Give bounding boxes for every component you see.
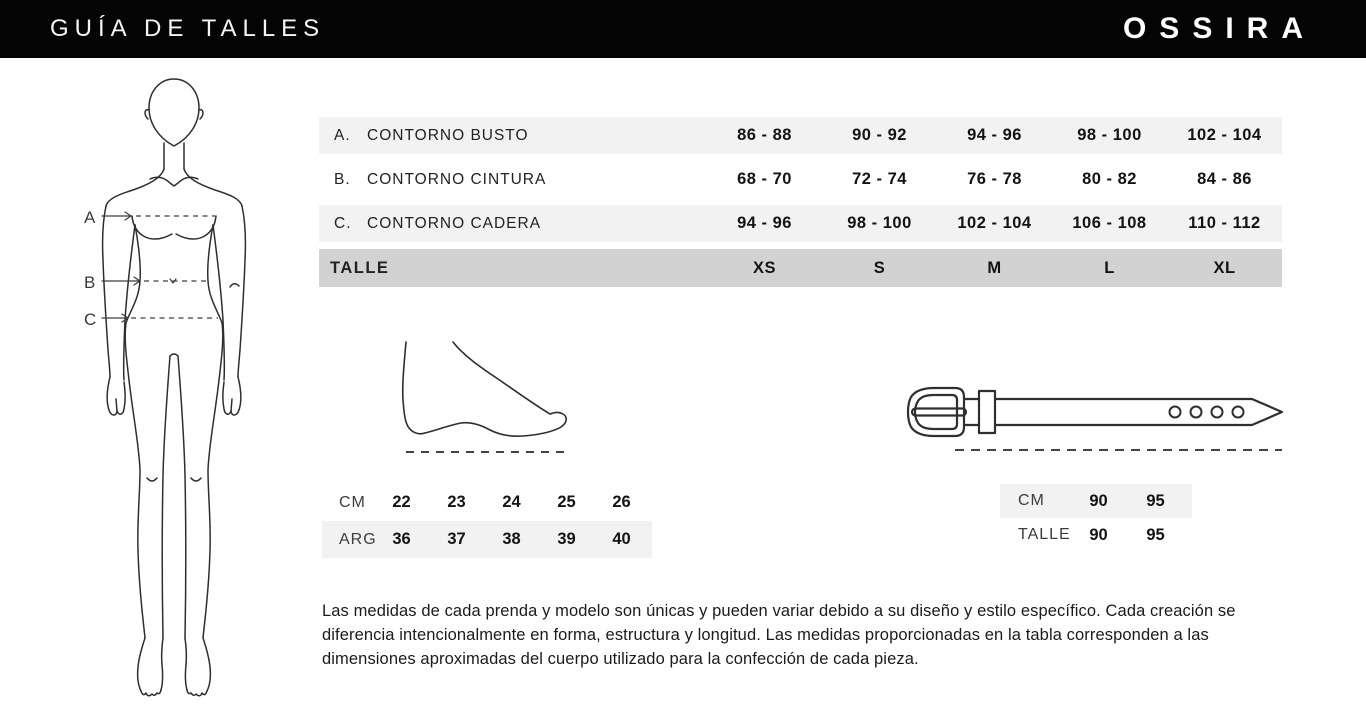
belt-keeper [979, 391, 995, 433]
brand-logo[interactable]: OSSIRA [1122, 12, 1316, 45]
arrow-b [102, 277, 140, 285]
belt-row-talle [1000, 518, 1192, 552]
shoe-size-table [322, 484, 652, 558]
shoe-size-value: 25 [557, 493, 576, 511]
shoe-size-value: 39 [557, 530, 576, 548]
size-value: 98 - 100 [1077, 126, 1142, 144]
figure-bust-line [132, 216, 172, 239]
size-value: 76 - 78 [967, 170, 1022, 188]
measurement-dashed-lines [131, 216, 218, 318]
row-label: CONTORNO CADERA [367, 214, 542, 232]
figure-outline [103, 79, 246, 696]
size-value: 90 - 92 [852, 126, 907, 144]
foot-illustration [395, 335, 580, 460]
row-label: CONTORNO BUSTO [367, 126, 529, 144]
belt-size-value: 95 [1146, 525, 1165, 544]
measurement-arrows [102, 212, 176, 322]
belt-size-value: 95 [1146, 491, 1165, 510]
figure-head [149, 79, 199, 146]
size-value: 94 - 96 [737, 214, 792, 232]
row-letter: B. [334, 170, 351, 188]
size-value: 68 - 70 [737, 170, 792, 188]
arrow-a [102, 212, 131, 220]
belt-illustration [900, 380, 1290, 460]
unit-label: CM [1018, 492, 1045, 509]
size-name: M [987, 258, 1002, 277]
shoe-size-value: 22 [392, 493, 411, 511]
belt-size-value: 90 [1089, 525, 1108, 544]
shoe-size-value: 23 [447, 493, 466, 511]
size-value: 80 - 82 [1082, 170, 1137, 188]
row-letter: A. [334, 126, 351, 144]
shoe-size-value: 36 [392, 530, 411, 548]
belt-strap [995, 399, 1282, 425]
unit-label: TALLE [1018, 526, 1071, 543]
shoe-row-cm [322, 484, 652, 521]
shoe-row-arg [322, 521, 652, 558]
size-value: 86 - 88 [737, 126, 792, 144]
unit-label: ARG [339, 530, 377, 548]
talle-label: TALLE [330, 258, 390, 277]
size-value: 110 - 112 [1188, 214, 1261, 232]
measure-label-c: C [84, 310, 98, 329]
belt-size-table [1000, 484, 1192, 552]
shoe-size-value: 24 [502, 493, 521, 511]
size-value: 72 - 74 [852, 170, 907, 188]
size-name: S [873, 258, 886, 277]
size-table-row-talle [319, 249, 1282, 287]
size-table-row-cadera [319, 205, 1282, 242]
unit-label: CM [339, 493, 366, 511]
size-value: 102 - 104 [1187, 126, 1262, 144]
row-letter: C. [334, 214, 352, 232]
shoe-size-value: 37 [447, 530, 466, 548]
shoe-size-value: 40 [612, 530, 631, 548]
size-name: L [1104, 258, 1115, 277]
belt-row-cm [1000, 484, 1192, 518]
shoe-size-value: 26 [612, 493, 631, 511]
size-table [319, 117, 1282, 287]
size-value: 84 - 86 [1197, 170, 1252, 188]
size-name: XL [1213, 258, 1236, 277]
body-measurement-figure [60, 65, 310, 705]
size-value: 98 - 100 [847, 214, 912, 232]
page-title: GUÍA DE TALLES [50, 15, 326, 42]
size-value: 94 - 96 [967, 126, 1022, 144]
size-value: 102 - 104 [957, 214, 1032, 232]
measure-label-a: A [84, 208, 97, 227]
belt-size-value: 90 [1089, 491, 1108, 510]
size-name: XS [752, 258, 776, 277]
size-table-row-cintura [319, 161, 1282, 198]
measure-label-b: B [84, 273, 97, 292]
header-bar [0, 0, 1366, 58]
measurements-disclaimer: Las medidas de cada prenda y modelo son únicas y pueden variar debido a su diseño y estilo específico. Cada creación se diferencia intencionalmente en forma, estructura y longitud. Las medidas proporcionadas en la tabla corresponden a las dimensiones aproximadas del cuerpo utilizado para la confección de cada pieza. [322, 602, 1236, 668]
row-label: CONTORNO CINTURA [367, 170, 547, 188]
shoe-size-value: 38 [502, 530, 521, 548]
size-value: 106 - 108 [1072, 214, 1147, 232]
size-table-row-busto [319, 117, 1282, 154]
